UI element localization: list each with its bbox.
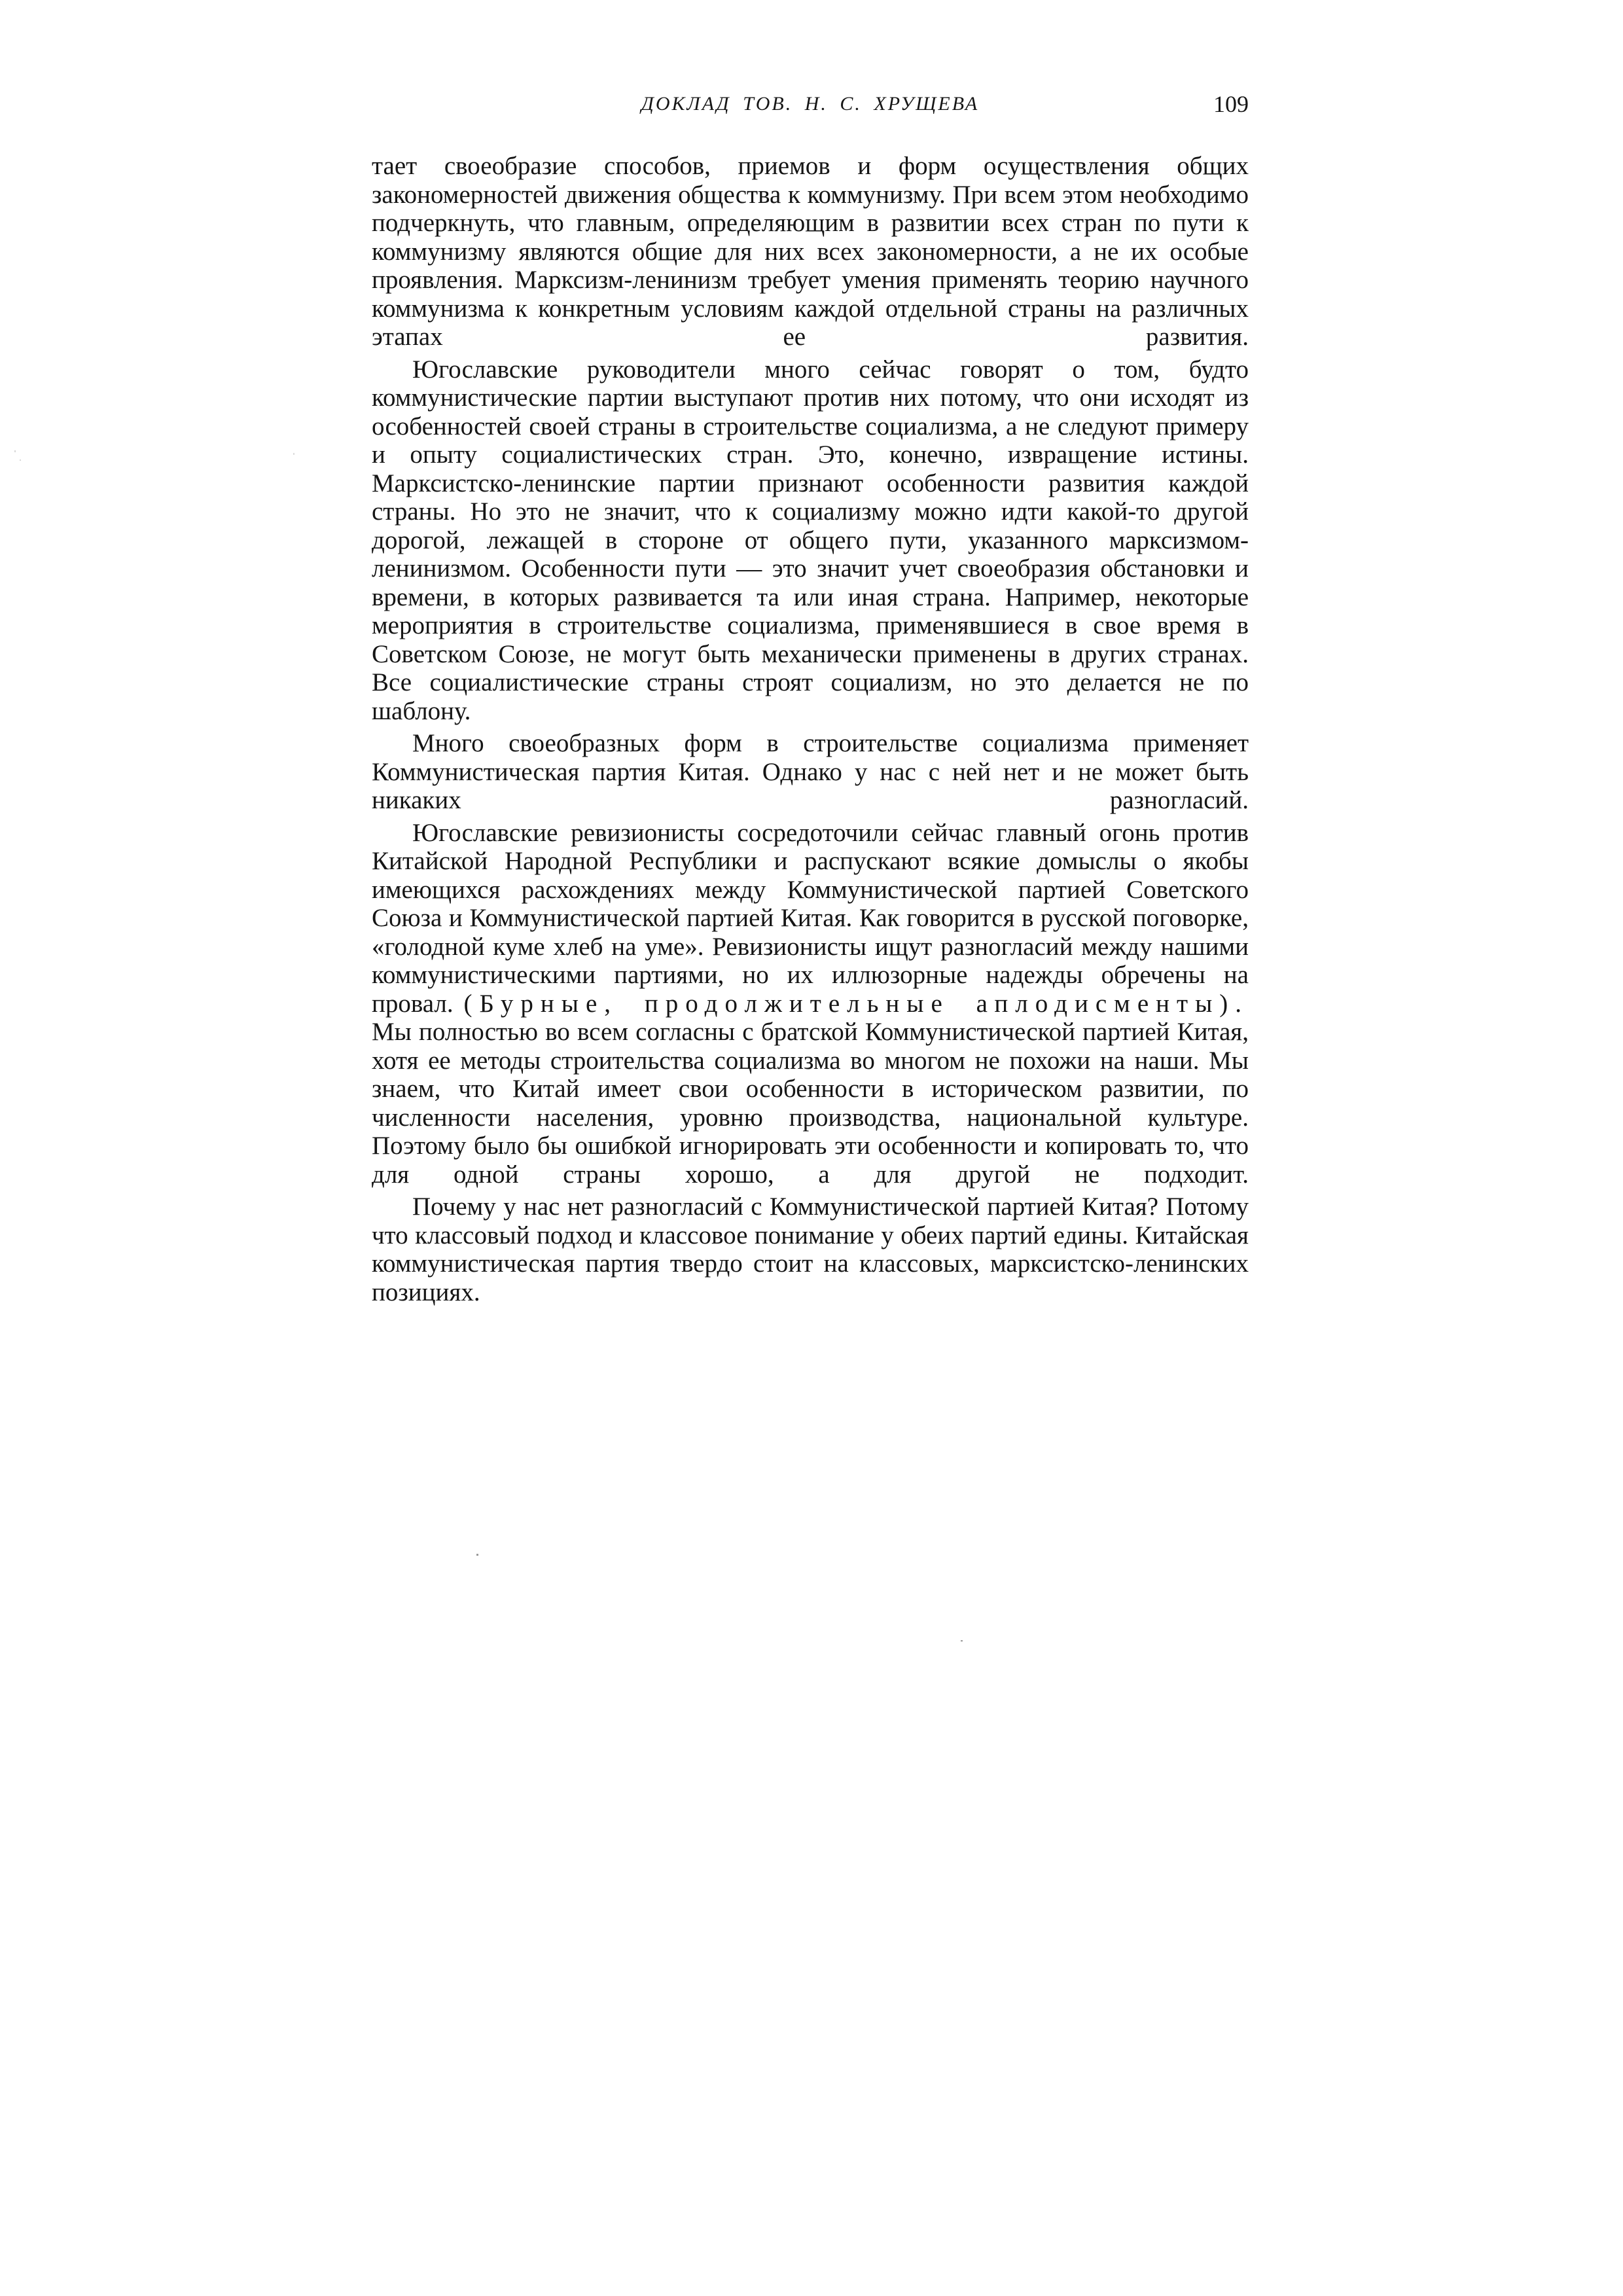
scan-speck [476, 1554, 478, 1556]
scan-speck [14, 450, 16, 452]
page-number: 109 [1213, 91, 1249, 117]
paragraph-4 [372, 819, 1249, 1189]
paragraph-1: тает своеобразие способов, приемов и форм осуществления общих закономерностей движения общества к коммунизму. При всем этом необходимо подчеркнуть, что главным, определяющим в развитии всех стран по пути к коммунизму являются общие для них всех закономерности, а не их особые проявления. Марксизм-ленинизм требует умения применять теорию научного коммунизма к конкретным условиям каждой отдельной страны на различных этапах ее развития. [372, 152, 1249, 351]
applause-remark: (Бурные, продолжительные аплодисменты). [463, 989, 1249, 1018]
scan-speck [961, 1640, 963, 1641]
scan-speck [20, 459, 21, 461]
paragraph-5: Почему у нас нет разногласий с Коммунистической партией Китая? Потому что классовый подход и классовое понимание у обеих партий едины. Китайская коммунистическая партия твердо стоит на классовых, марксистско-ленинских позициях. [372, 1193, 1249, 1306]
body-text [372, 152, 1249, 1310]
running-header [372, 90, 1249, 123]
paragraph-3: Много своеобразных форм в строительстве социализма применяет Коммунистическая партия Китая. Однако у нас с ней нет и не может быть никаких разногласий. [372, 729, 1249, 814]
paragraph-2: Югославские руководители много сейчас говорят о том, будто коммунистические партии выступают против них потому, что они исходят из особенностей своей страны в строительстве социализма, а не следуют примеру и опыту социалистических стран. Это, конечно, извращение истины. Марксистско-ленинские партии признают особенности развития каждой страны. Но это не значит, что к социализму можно идти какой-то другой дорогой, лежащей в стороне от общего пути, указанного марксизмом-ленинизмом. Особенности пути — это значит учет своеобразия обстановки и времени, в которых развивается та или иная страна. Например, некоторые мероприятия в строительстве социализма, применявшиеся в свое время в Советском Союзе, не могут быть механически применены в других странах. Все социалистические страны строят социализм, но это делается не по шаблону. [372, 355, 1249, 725]
scan-speck [293, 453, 294, 455]
paragraph-4-text-after: Мы полностью во всем согласны с братской Коммунистической партией Китая, хотя ее методы строительства социализма во многом не похожи на наши. Мы знаем, что Китай имеет свои особенности в историческом развитии, по численности населения, уровню производства, национальной культуре. Поэтому было бы ошибкой игнорировать эти особенности и копировать то, что для одной страны хорошо, а для другой не подходит. [372, 1018, 1249, 1189]
running-title: ДОКЛАД ТОВ. Н. С. ХРУЩЕВА [641, 93, 980, 115]
paragraph-4-text-before: Югославские ревизионисты сосредоточили сейчас главный огонь против Китайской Народной Республики и распускают всякие домыслы о якобы имеющихся расхождениях между Коммунистической партией Советского Союза и Коммунистической партией Китая. Как говорится в русской поговорке, «голодной куме хлеб на уме». Ревизионисты ищут разногласий между нашими коммунистическими партиями, но их иллюзорные надежды обречены на провал. [372, 818, 1249, 1018]
